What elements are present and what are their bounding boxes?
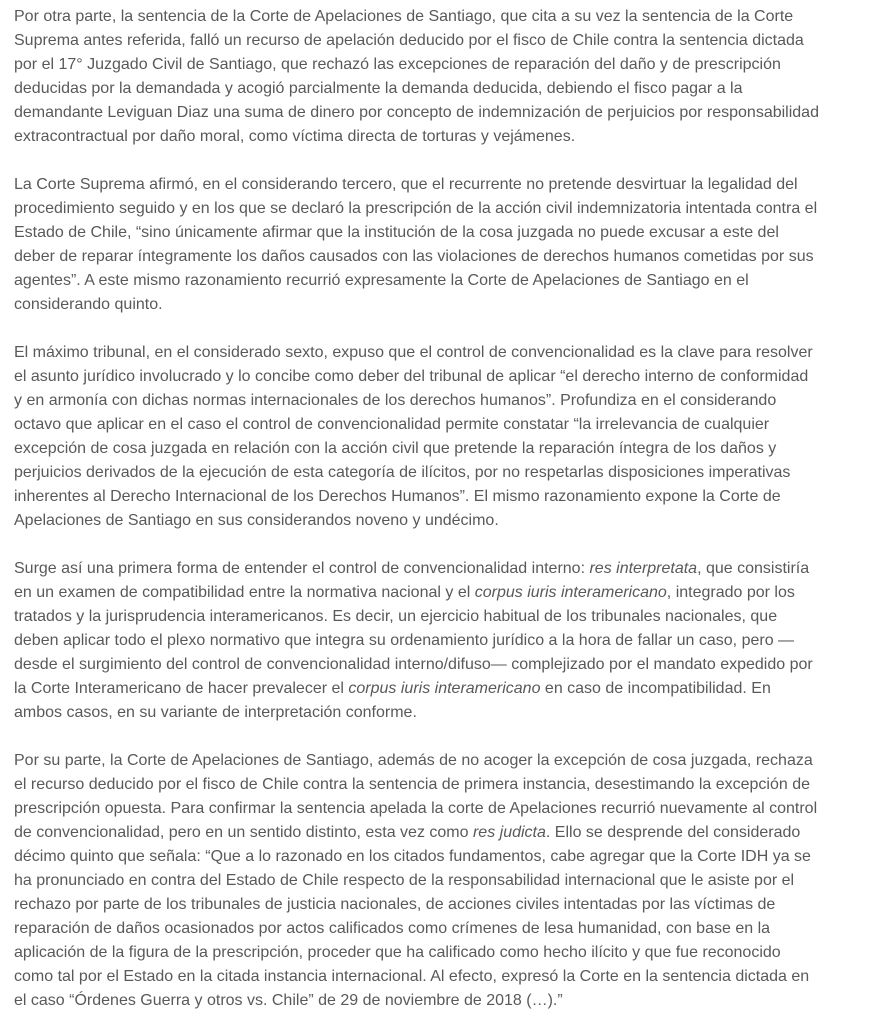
- text-run: en caso de incompatibilidad. En ambos casos, en su variante de interpretación conforme.: [14, 680, 771, 721]
- paragraph-2: [14, 173, 819, 317]
- document-body: [14, 5, 819, 1013]
- text-run: , integrado por los tratados y la jurisprudencia interamericanos. Es decir, un ejercicio habitual de los tribunales nacionales, que deben aplicar todo el plexo normativo que integra su ordenamiento jurídico a la hora de fallar un caso, pero —desde el surgimiento del control de convencionalidad interno/difuso— complejizado por el mandato expedido por la Corte Interamericano de hacer prevalecer el: [14, 584, 813, 697]
- text-run: Por su parte, la Corte de Apelaciones de Santiago, además de no acoger la excepción de cosa juzgada, rechaza el recurso deducido por el fisco de Chile contra la sentencia de primera instancia, desestimando la excepción de prescripción opuesta. Para confirmar la sentencia apelada la corte de Apelaciones recurrió nuevamente al control de convencionalidad, pero en un sentido distinto, esta vez como: [14, 752, 818, 841]
- text-run: , que consistiría en un examen de compatibilidad entre la normativa nacional y el: [14, 560, 810, 601]
- text-run: Surge así una primera forma de entender el control de convencionalidad interno:: [14, 560, 590, 577]
- text-run: La Corte Suprema afirmó, en el considerando tercero, que el recurrente no pretende desvirtuar la legalidad del procedimiento seguido y en los que se declaró la prescripción de la acción civil indemnizatoria intentada contra el Estado de Chile, “sino únicamente afirmar que la institución de la cosa juzgada no puede excusar a este del deber de reparar íntegramente los daños causados con las violaciones de derechos humanos cometidas por sus agentes”. A este mismo razonamiento recurrió expresamente la Corte de Apelaciones de Santiago en el considerando quinto.: [14, 176, 818, 313]
- paragraph-5: [14, 749, 819, 1013]
- italic-text-run: corpus iuris interamericano: [348, 680, 541, 697]
- text-run: El máximo tribunal, en el considerado sexto, expuso que el control de convencionalidad es la clave para resolver el asunto jurídico involucrado y lo concibe como deber del tribunal de aplicar “el derecho interno de conformidad y en armonía con dichas normas internacionales de los derechos humanos”. Profundiza en el considerando octavo que aplicar en el caso el control de convencionalidad permite constatar “la irrelevancia de cualquier excepción de cosa juzgada en relación con la acción civil que pretende la reparación íntegra de los daños y perjuicios derivados de la ejecución de esta categoría de ilícitos, por no respetarlas disposiciones imperativas inherentes al Derecho Internacional de los Derechos Humanos”. El mismo razonamiento expone la Corte de Apelaciones de Santiago en sus considerandos noveno y undécimo.: [14, 344, 813, 529]
- italic-text-run: res interpretata: [589, 560, 698, 577]
- text-run: Por otra parte, la sentencia de la Corte de Apelaciones de Santiago, que cita a su vez la sentencia de la Corte Suprema antes referida, falló un recurso de apelación deducido por el fisco de Chile contra la sentencia dictada por el 17° Juzgado Civil de Santiago, que rechazó las excepciones de reparación del daño y de prescripción deducidas por la demandada y acogió parcialmente la demanda deducida, debiendo el fisco pagar a la demandante Leviguan Diaz una suma de dinero por concepto de indemnización de perjuicios por responsabilidad extracontractual por daño moral, como víctima directa de torturas y vejámenes.: [14, 8, 819, 145]
- paragraph-4: [14, 557, 819, 725]
- italic-text-run: res judicta: [472, 824, 546, 841]
- italic-text-run: corpus iuris interamericano: [474, 584, 667, 601]
- text-run: . Ello se desprende del considerado décimo quinto que señala: “Que a lo razonado en los citados fundamentos, cabe agregar que la Corte IDH ya se ha pronunciado en contra del Estado de Chile respecto de la responsabilidad internacional que le asiste por el rechazo por parte de los tribunales de justicia nacionales, de acciones civiles intentadas por las víctimas de reparación de daños ocasionados por actos calificados como crímenes de lesa humanidad, con base en la aplicación de la figura de la prescripción, proceder que ha calificado como hecho ilícito y que fue reconocido como tal por el Estado en la citada instancia internacional. Al efecto, expresó la Corte en la sentencia dictada en el caso “Órdenes Guerra y otros vs. Chile” de 29 de noviembre de 2018 (…).”: [14, 824, 811, 1009]
- paragraph-1: [14, 5, 819, 149]
- paragraph-3: [14, 341, 819, 533]
